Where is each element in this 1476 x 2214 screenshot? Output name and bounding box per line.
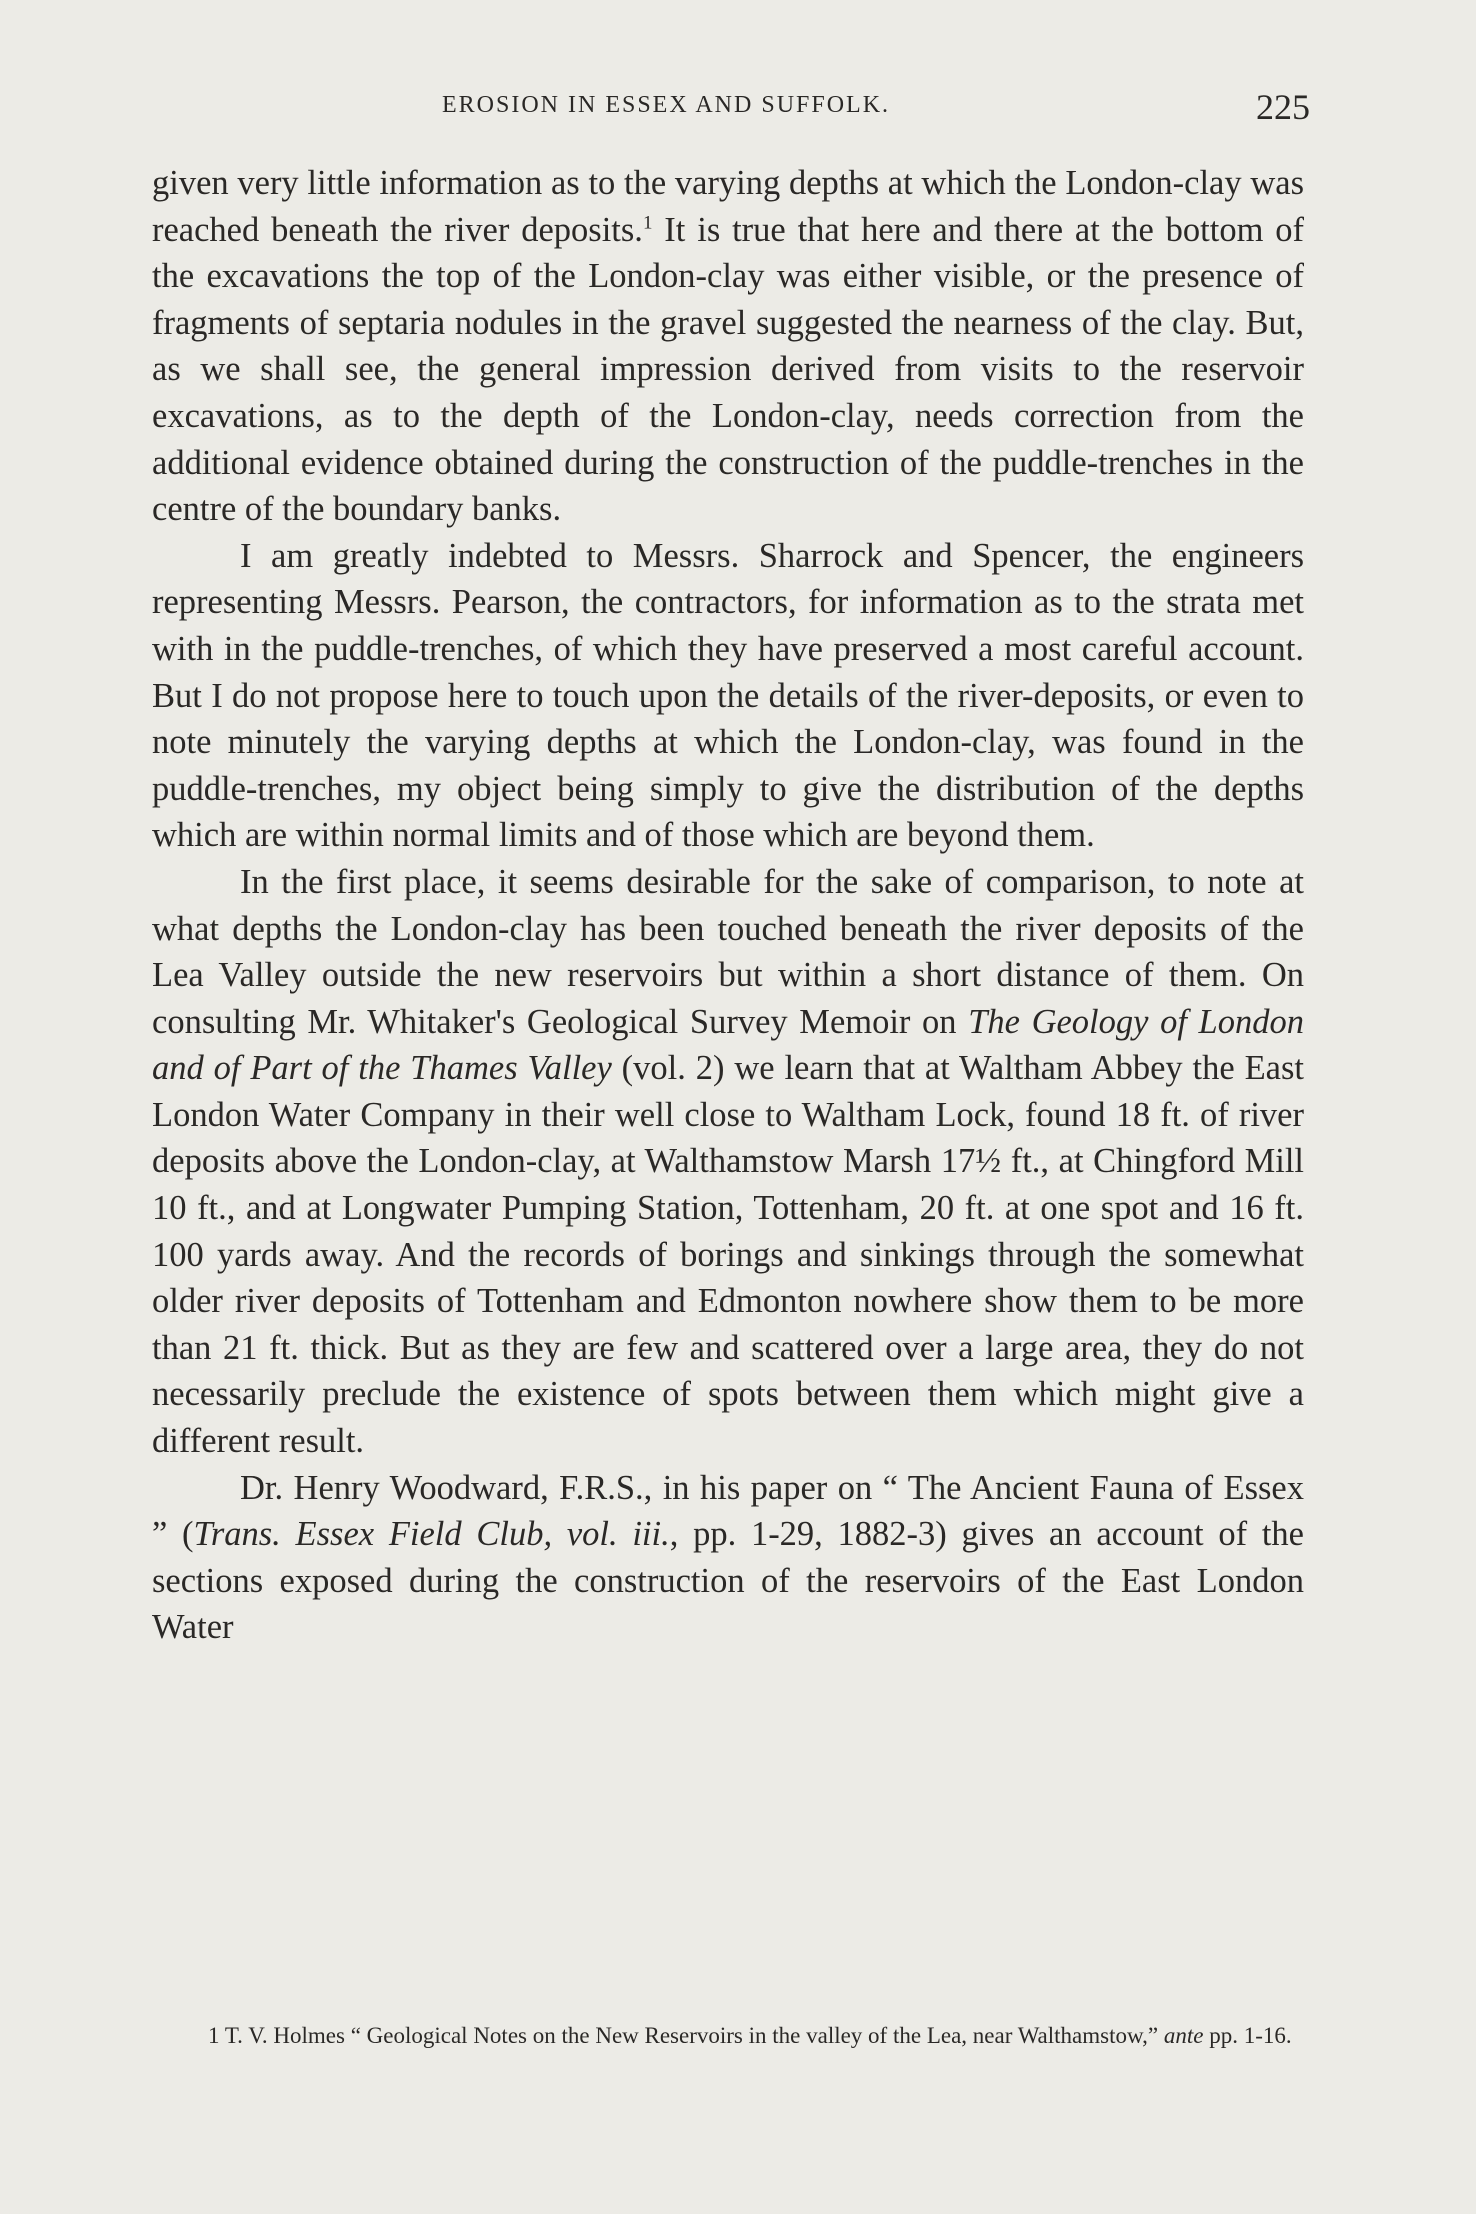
running-title: EROSION IN ESSEX AND SUFFOLK. (442, 92, 891, 118)
paragraph-2-text: I am greatly indebted to Messrs. Sharrock and Spencer, the engineers representing Messrs. Pearson, the contractors, for information as to the strata met with in the puddle-trenches, of which they have preserved a most careful account. But I do not propose here to touch upon the details of the river-deposits, or even to note minutely the varying depths at which the London-clay, was found in the puddle-trenches, my object being simply to give the distribution of the depths which are within normal limits and of those which are beyond them. (152, 536, 1304, 855)
paragraph-2 (152, 533, 1304, 859)
paragraph-4-continued: , pp. 1-29, 1882-3) gives an account of the sections exposed during the construction of the reservoirs of the East London Water (152, 1515, 1304, 1647)
running-head (150, 86, 1310, 136)
journal-citation: Trans. Essex Field Club, vol. iii. (193, 1515, 670, 1554)
paragraph-3 (152, 859, 1304, 1465)
body-text (152, 160, 1304, 1651)
footnote-text-end: pp. 1-16. (1203, 2023, 1292, 2048)
paragraph-1-text: given very little information as to the varying depths at which the London-clay was reached beneath the river deposits. (152, 164, 1304, 249)
footnote-italic: ante (1163, 2023, 1204, 2048)
paragraph-1-continued: It is true that here and there at the bottom of the excavations the top of the London-clay was either visible, or the presence of fragments of septaria nodules in the gravel suggested the nearness of the clay. But, as we shall see, the general impression derived from visits to the reservoir excavations, as to the depth of the London-clay, needs correction from the additional evidence obtained during the construction of the puddle-trenches in the centre of the boundary banks. (152, 210, 1305, 529)
footnote-text: 1 T. V. Holmes “ Geological Notes on the New Reservoirs in the valley of the Lea, near Walthamstow,” (208, 2023, 1164, 2048)
paragraph-3-text: In the first place, it seems desirable for the sake of comparison, to note at what depths the London-clay has been touched beneath the river deposits of the Lea Valley outside the new reservoirs but within a short distance of them. On consulting Mr. Whitaker's Geological Survey Memoir on (152, 862, 1304, 1041)
paragraph-4-text: Dr. Henry Woodward, F.R.S., in his paper on “ The Ancient Fauna of Essex ” ( (152, 1468, 1304, 1554)
footnote (160, 2024, 1308, 2048)
book-title-citation: The Geology of London and of Part of the Thames Valley (152, 1002, 1304, 1088)
page-number: 225 (1256, 87, 1310, 127)
paragraph-3-continued: (vol. 2) we learn that at Waltham Abbey the East London Water Company in their well close to Waltham Lock, found 18 ft. of river deposits above the London-clay, at Walthamstow Marsh 17½ ft., at Chingford Mill 10 ft., and at Longwater Pumping Station, Tottenham, 20 ft. at one spot and 16 ft. 100 yards away. And the records of borings and sinkings through the somewhat older river deposits of Tottenham and Edmonton nowhere show them to be more than 21 ft. thick. But as they are few and scattered over a large area, they do not necessarily preclude the existence of spots between them which might give a different result. (152, 1049, 1304, 1461)
paragraph-4 (152, 1465, 1304, 1651)
footnote-reference: 1 (642, 212, 653, 234)
paragraph-1 (152, 160, 1304, 533)
